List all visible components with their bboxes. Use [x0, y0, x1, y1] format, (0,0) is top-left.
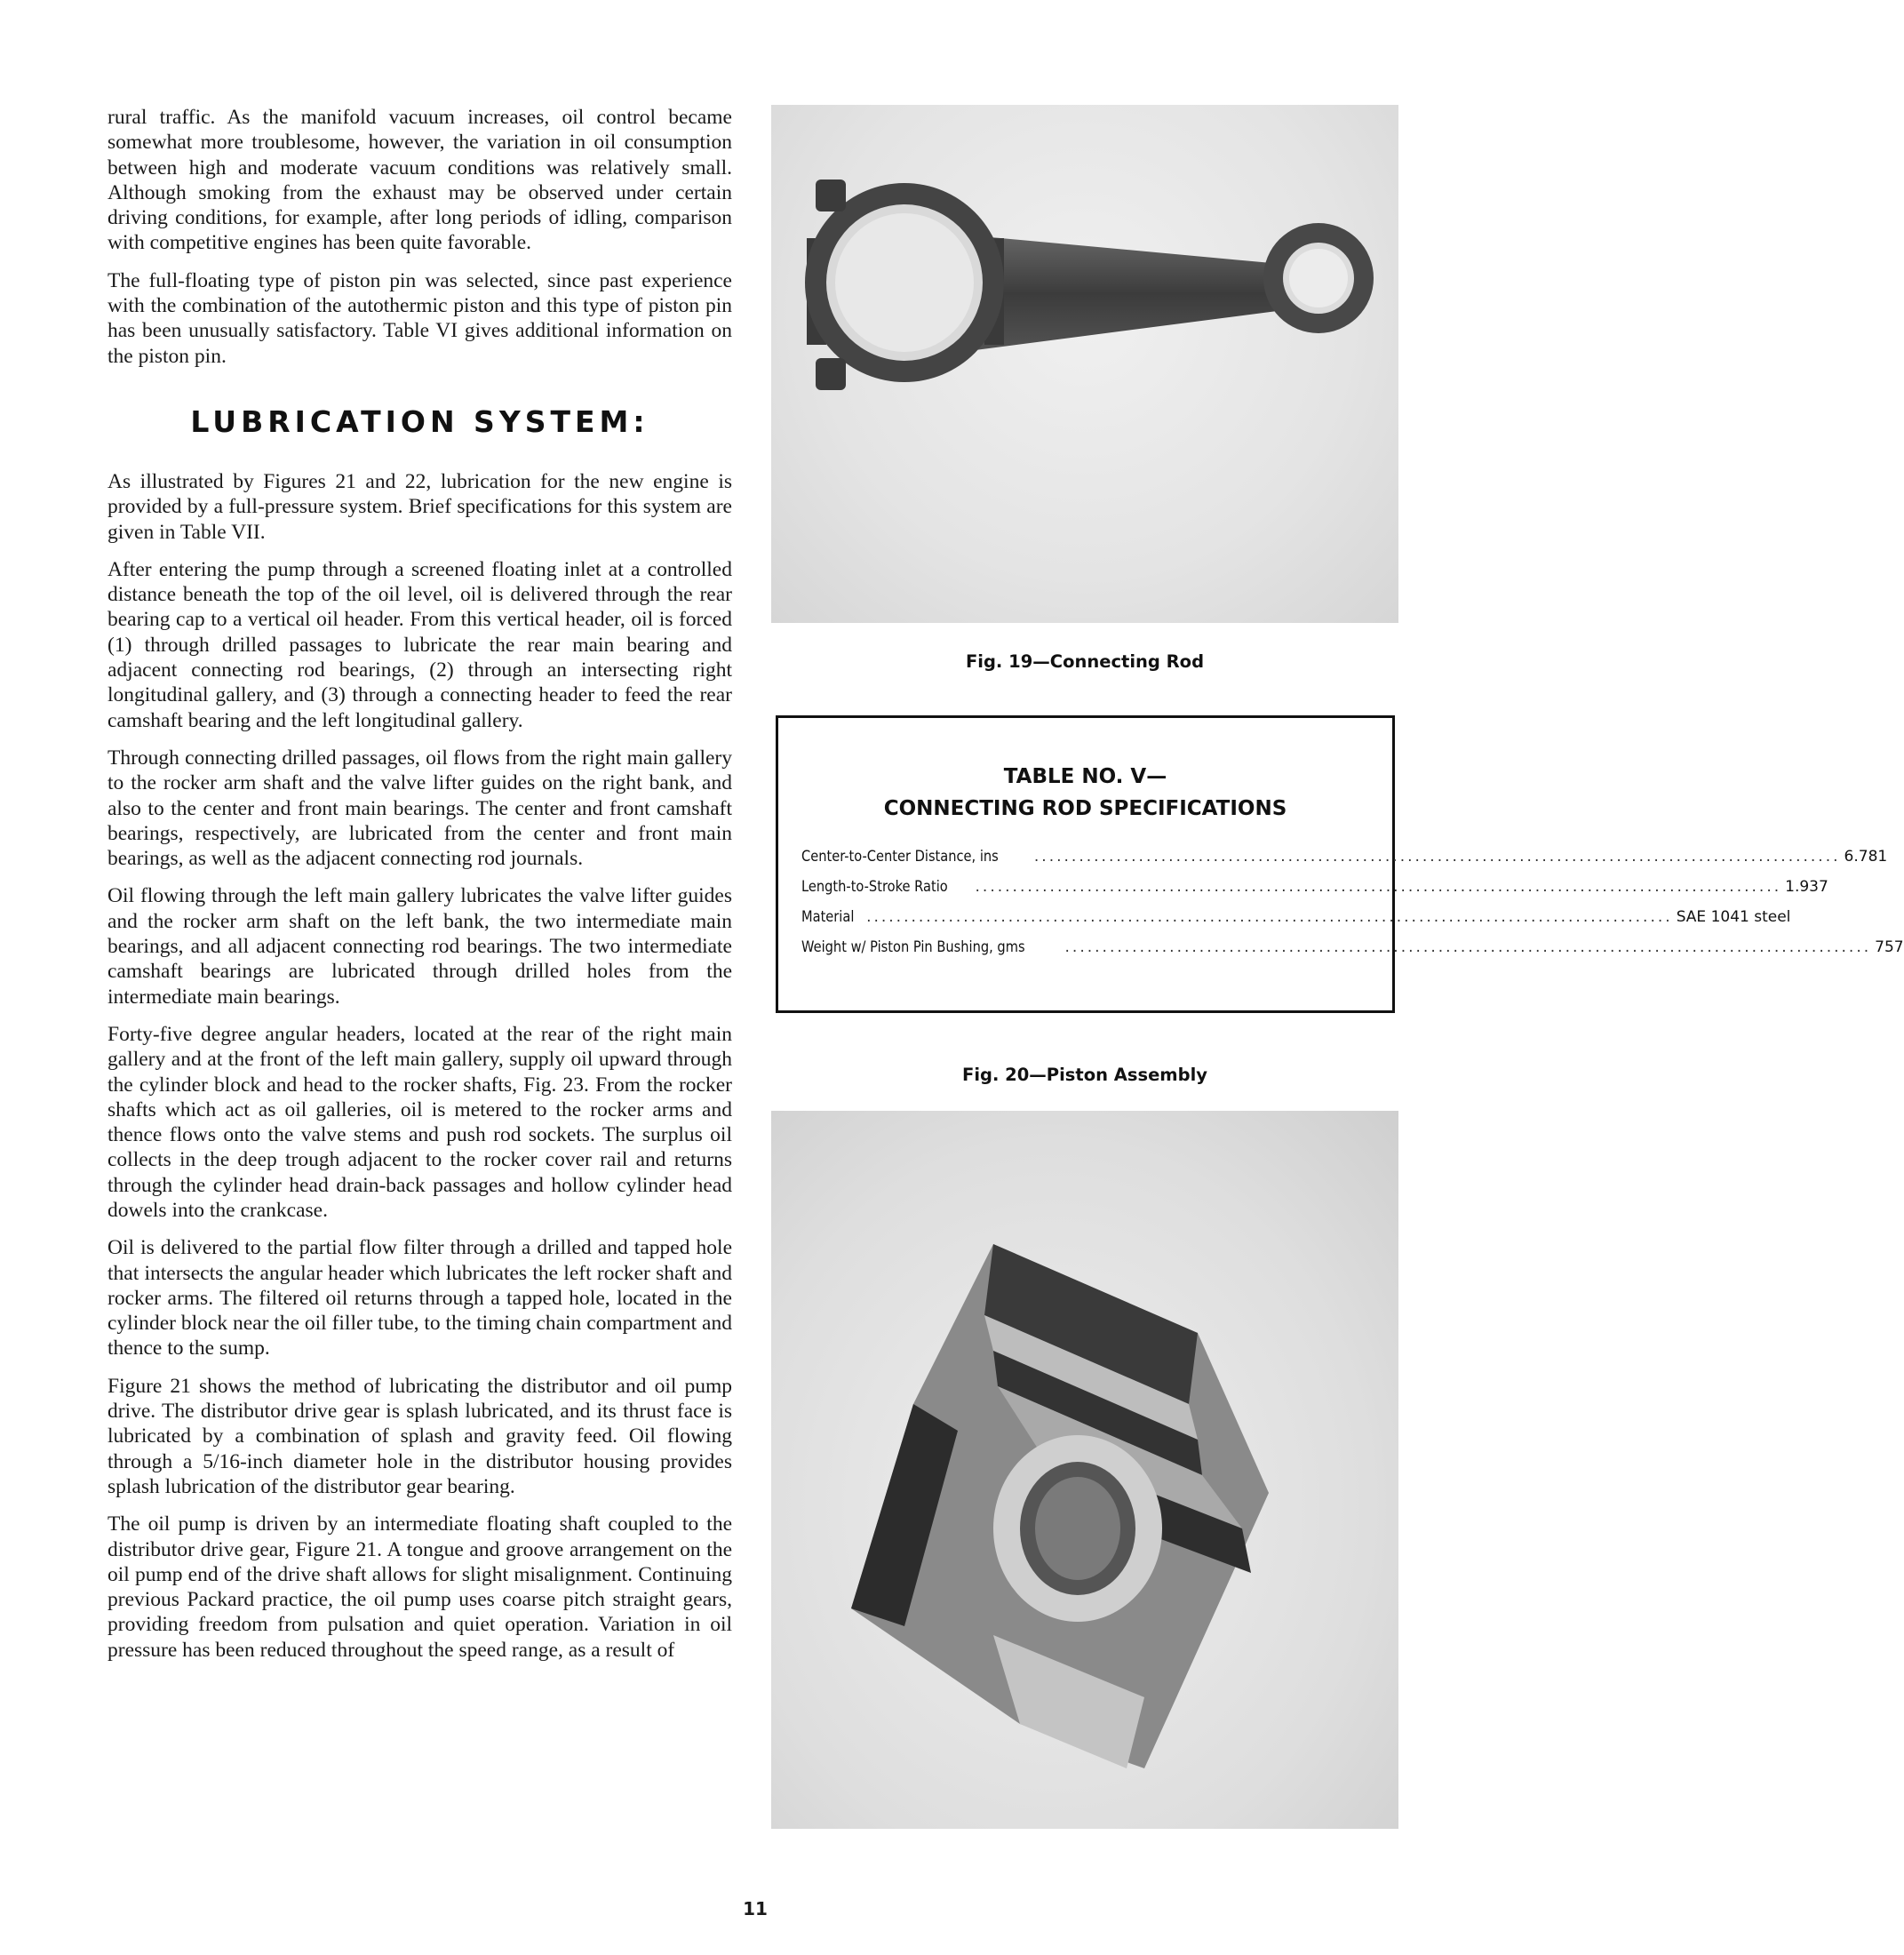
- piston-assembly-photo: [771, 1111, 1398, 1829]
- row-label: Center-to-Center Distance, ins: [801, 848, 999, 866]
- leader-dots: ............................................................................................................: [866, 908, 1673, 926]
- paragraph: Figure 21 shows the method of lubricating the distributor and oil pump drive. The distributor drive gear is splash lubricated, and its thrust face is lubricated by a combination of splash and gravity feed. Oil flowing through a 5/16-inch diameter hole in the distributor housing provides splash lubrication of the distributor gear bearing.: [108, 1374, 732, 1498]
- row-label: Length-to-Stroke Ratio: [801, 878, 948, 896]
- row-value: 757: [1875, 938, 1904, 956]
- leader-dots: ............................................................................................................: [1033, 848, 1841, 866]
- paragraph: The oil pump is driven by an intermediate floating shaft coupled to the distributor drive gear, Figure 21. A tongue and groove arrangement on the oil pump end of the drive shaft allows for slight misalignment. Continuing previous Packard practice, the oil pump uses coarse pitch straight gears, providing freedom from pulsation and quiet operation. Variation in oil pressure has been reduced throughout the speed range, as a result of: [108, 1512, 732, 1662]
- table-row: [801, 878, 1828, 908]
- figure-19-caption: Fig. 19—Connecting Rod: [965, 651, 1205, 672]
- paragraph: Through connecting drilled passages, oil flows from the right main gallery to the rocker arm shaft and the valve lifter guides on the right bank, and also to the center and front main bearings. The center and front camshaft bearings, respectively, are lubricated from the center and front main bearings, as well as the adjacent connecting rod journals.: [108, 746, 732, 871]
- page-number: 11: [743, 1898, 768, 1919]
- left-text-column: [108, 105, 732, 1675]
- leader-dots: ............................................................................................................: [975, 878, 1782, 896]
- paragraph: After entering the pump through a screened floating inlet at a controlled distance beneath the top of the oil level, oil is delivered through the rear bearing cap to a vertical oil header. From this vertical header, oil is forced (1) through drilled passages to lubricate the rear main bearing and adjacent connecting rod bearings, (2) through an intersecting right longitudinal gallery, and (3) through a connecting header to feed the rear camshaft bearing and the left longitudinal gallery.: [108, 557, 732, 732]
- paragraph: Forty-five degree angular headers, located at the rear of the right main gallery and at the front of the left main gallery, supply oil upward through the cylinder block and head to the rocker shafts, Fig. 23. From the rocker shafts which act as oil galleries, oil is metered to the rocker arms and thence flows onto the valve stems and push rod sockets. The surplus oil collects in the deep trough adjacent to the rocker cover rail and returns through the cylinder head drain-back passages and hollow cylinder head dowels into the crankcase.: [108, 1022, 732, 1222]
- connecting-rod-photo: [771, 105, 1398, 623]
- paragraph: As illustrated by Figures 21 and 22, lubrication for the new engine is provided by a full-pressure system. Brief specifications for this system are given in Table VII.: [108, 469, 732, 544]
- paragraph: The full-floating type of piston pin was selected, since past experience with the combination of the autothermic piston and this type of piston pin has been unusually satisfactory. Table VI gives additional information on the piston pin.: [108, 268, 732, 368]
- table-rows: [801, 848, 1904, 969]
- row-value: 6.781: [1844, 848, 1888, 866]
- table-row: [801, 908, 1791, 938]
- paragraph: rural traffic. As the manifold vacuum increases, oil control became somewhat more troublesome, however, the variation in oil consumption between high and moderate vacuum conditions was relatively small. Although smoking from the exhaust may be observed under certain driving conditions, for example, after long periods of idling, comparison with competitive engines has been quite favorable.: [108, 106, 732, 255]
- leader-dots: ............................................................................................................: [1064, 938, 1872, 956]
- row-label: Weight w/ Piston Pin Bushing, gms: [801, 938, 1025, 956]
- section-heading: LUBRICATION SYSTEM:: [190, 403, 649, 439]
- table-title: TABLE NO. V—: [1003, 765, 1167, 788]
- paragraph: Oil flowing through the left main gallery lubricates the valve lifter guides and the rocker arm shaft on the left bank, the two intermediate main bearings, and all adjacent connecting rod bearings. The two intermediate camshaft bearings are lubricated through drilled holes from the intermediate main bearings.: [108, 884, 732, 1009]
- table-subtitle: CONNECTING ROD SPECIFICATIONS: [883, 797, 1287, 820]
- row-label: Material: [801, 908, 855, 926]
- paragraph: Oil is delivered to the partial flow filter through a drilled and tapped hole that intersects the angular header which lubricates the left rocker shaft and rocker arms. The filtered oil returns through a tapped hole, located in the cylinder block near the oil filler tube, to the timing chain compartment and thence to the sump.: [108, 1236, 732, 1361]
- connecting-rod-spec-table: [776, 715, 1904, 1013]
- row-value: SAE 1041 steel: [1676, 908, 1791, 926]
- figure-20-caption: Fig. 20—Piston Assembly: [962, 1065, 1207, 1085]
- table-row: [801, 848, 1888, 878]
- table-row: [801, 938, 1904, 969]
- row-value: 1.937: [1785, 878, 1828, 896]
